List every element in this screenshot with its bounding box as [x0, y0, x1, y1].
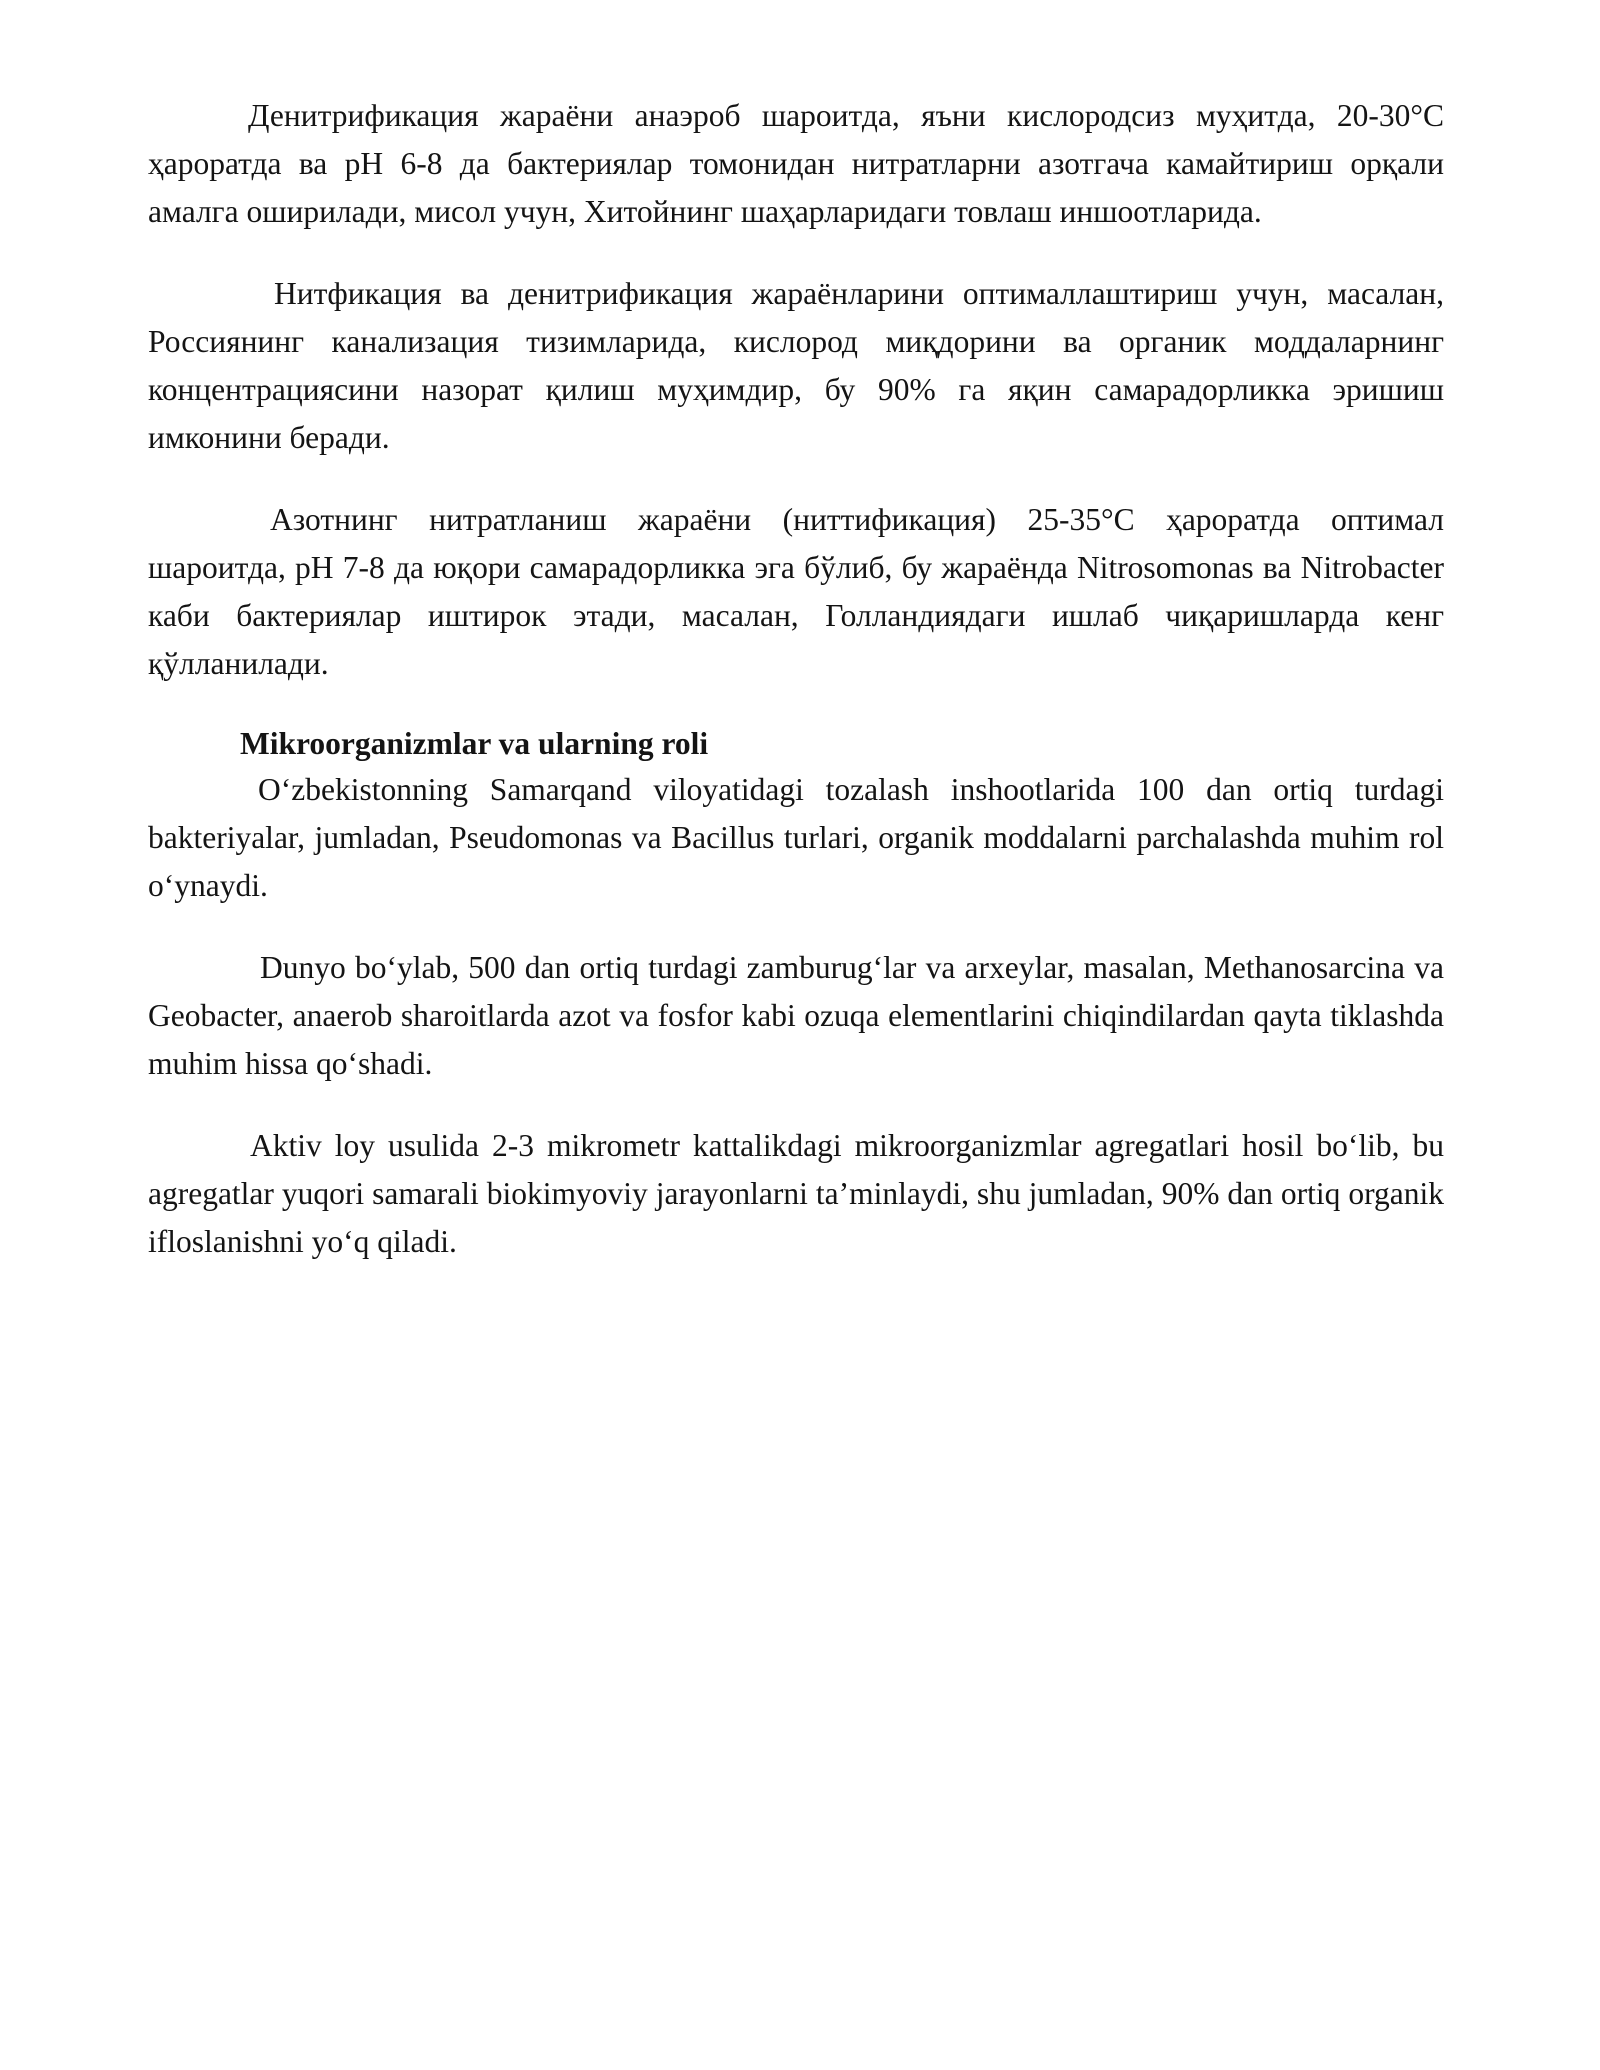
- paragraph-denitrification: Денитрификация жараёни анаэроб шароитда, яъни кислородсиз муҳитда, 20-30°C ҳароратда ва pH 6-8 да бактериялар томонидан нитратларни азотгача камайтириш орқали амалга оширилади, мисол учун, Хитойнинг шаҳарларидаги товлаш иншоотларида.: [148, 98, 1444, 229]
- paragraph-activated-sludge: Aktiv loy usulida 2-3 mikrometr kattalikdagi mikroorganizmlar agregatlari hosil bo‘lib, bu agregatlar yuqori samarali biokimyoviy jarayonlarni ta’minlaydi, shu jumladan, 90% dan ortiq organik ifloslanishni yo‘q qiladi.: [148, 1128, 1444, 1259]
- paragraph-optimization: Нитфикация ва денитрификация жараёнларини оптималлаштириш учун, масалан, Россиянинг канализация тизимларида, кислород миқдорини ва органик моддаларнинг концентрациясини назорат қилиш муҳимдир, бу 90% га яқин самарадорликка эришиш имконини беради.: [148, 276, 1444, 455]
- document-page: [148, 92, 1444, 1300]
- paragraph-samarqand-bacteria: O‘zbekistonning Samarqand viloyatidagi tozalash inshootlarida 100 dan ortiq turdagi bakteriyalar, jumladan, Pseudomonas va Bacillus turlari, organik moddalarni parchalashda muhim rol o‘ynaydi.: [148, 772, 1444, 903]
- section-heading: Mikroorganizmlar va ularning roli: [240, 726, 709, 761]
- paragraph-fungi-archaea: Dunyo bo‘ylab, 500 dan ortiq turdagi zamburug‘lar va arxeylar, masalan, Methanosarcina va Geobacter, anaerob sharoitlarda azot va fosfor kabi ozuqa elementlarini chiqindilardan qayta tiklashda muhim hissa qo‘shadi.: [148, 950, 1444, 1081]
- paragraph-nitrification: Азотнинг нитратланиш жараёни (ниттификация) 25-35°C ҳароратда оптимал шароитда, pH 7-8 да юқори самарадорликка эга бўлиб, бу жараёнда Nitrosomonas ва Nitrobacter каби бактериялар иштирок этади, масалан, Голландиядаги ишлаб чиқаришларда кенг қўлланилади.: [148, 502, 1444, 681]
